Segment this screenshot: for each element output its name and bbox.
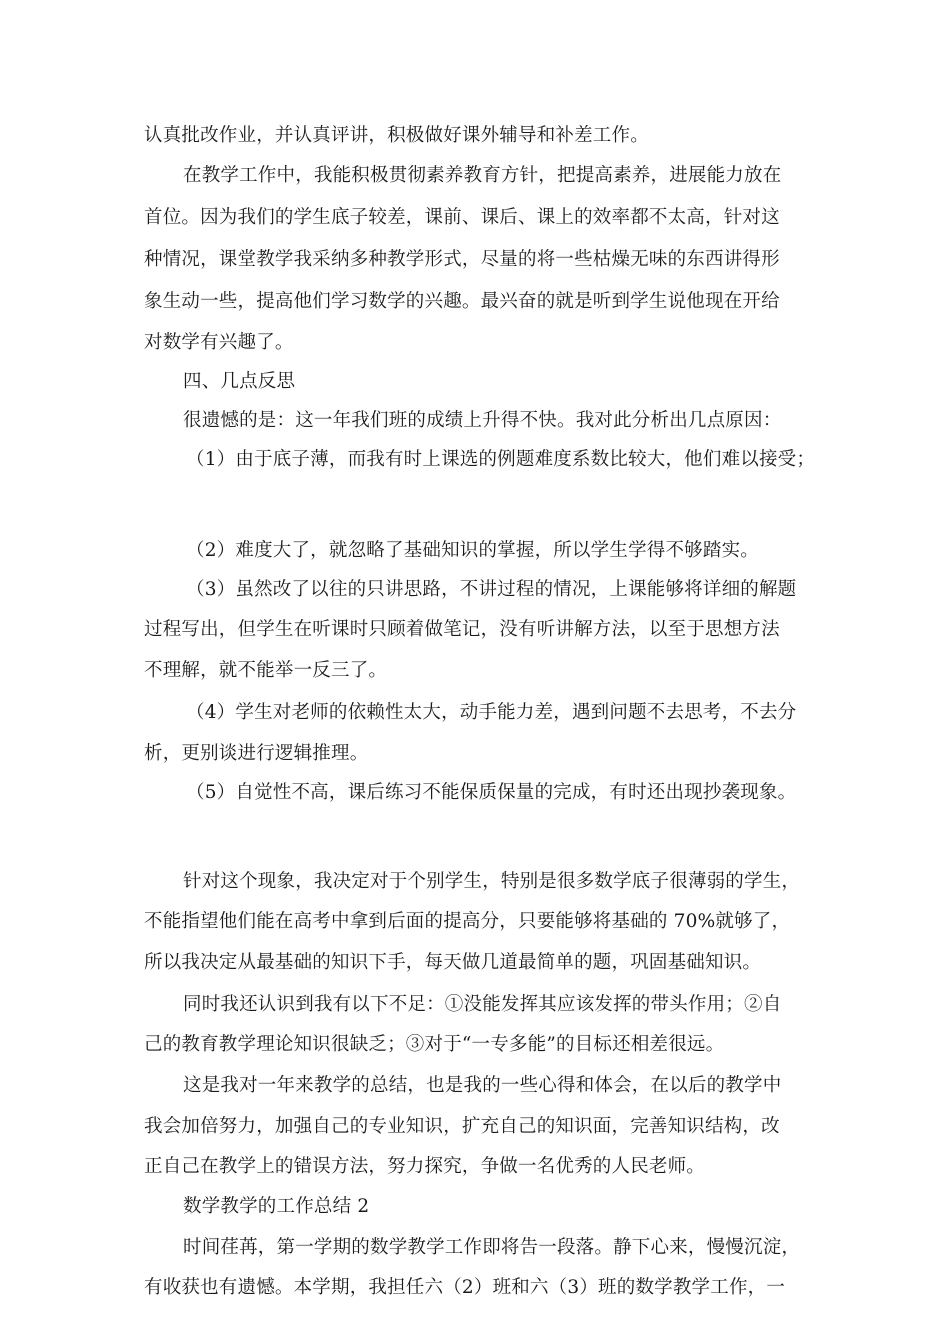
text-line: 己的教育教学理论知识很缺乏；③对于“一专多能”的目标还相差很远。 (144, 1034, 725, 1055)
text-line: 认真批改作业，并认真评讲，积极做好课外辅导和补差工作。 (144, 125, 649, 146)
section-heading: 数学教学的工作总结 2 (183, 1196, 370, 1217)
text-line: 种情况，课堂教学我采纳多种教学形式，尽量的将一些枯燥无味的东西讲得形 (144, 249, 780, 270)
list-item: （1）由于底子薄，而我有时上课选的例题难度系数比较大，他们难以接受； (186, 449, 816, 470)
text-line: 针对这个现象，我决定对于个别学生，特别是很多数学底子很薄弱的学生， (183, 871, 801, 892)
list-item: （4）学生对老师的依赖性太大，动手能力差，遇到问题不去思考，不去分 (186, 702, 797, 723)
text-line: 我会加倍努力，加强自己的专业知识，扩充自己的知识面，完善知识结构，改 (144, 1116, 780, 1137)
text-line: 有收获也有遗憾。本学期，我担任六（2）班和六（3）班的数学教学工作，一 (144, 1277, 786, 1298)
text-line: 过程写出，但学生在听课时只顾着做笔记，没有听讲解方法，以至于思想方法 (144, 619, 780, 640)
text-line: 象生动一些，提高他们学习数学的兴趣。最兴奋的就是听到学生说他现在开给 (144, 291, 780, 312)
text-line: 不能指望他们能在高考中拿到后面的提高分，只要能够将基础的 70%就够了， (144, 911, 791, 932)
text-line: 析，更别谈进行逻辑推理。 (144, 743, 369, 764)
section-heading: 四、几点反思 (183, 371, 296, 392)
list-item: （2）难度大了，就忽略了基础知识的掌握，所以学生学得不够踏实。 (186, 540, 759, 561)
text-line: 首位。因为我们的学生底子较差，课前、课后、课上的效率都不太高，针对这 (144, 207, 780, 228)
list-item: （5）自觉性不高，课后练习不能保质保量的完成，有时还出现抄袭现象。 (186, 782, 797, 803)
text-line: 同时我还认识到我有以下不足：①没能发挥其应该发挥的带头作用；②自 (183, 994, 782, 1015)
text-line: 对数学有兴趣了。 (144, 332, 294, 353)
text-line: 很遗憾的是：这一年我们班的成绩上升得不快。我对此分析出几点原因： (183, 410, 782, 431)
text-line: 不理解，就不能举一反三了。 (144, 660, 388, 681)
list-item: （3）虽然改了以往的只讲思路，不讲过程的情况，上课能够将详细的解题 (186, 579, 797, 600)
text-line: 在教学工作中，我能积极贯彻素养教育方针，把提高素养，进展能力放在 (183, 165, 782, 186)
text-line: 时间荏苒，第一学期的数学教学工作即将告一段落。静下心来，慢慢沉淀， (183, 1237, 801, 1258)
text-line: 这是我对一年来教学的总结，也是我的一些心得和体会，在以后的教学中 (183, 1075, 782, 1096)
text-line: 正自己在教学上的错误方法，努力探究，争做一名优秀的人民老师。 (144, 1156, 706, 1177)
text-line: 所以我决定从最基础的知识下手，每天做几道最简单的题，巩固基础知识。 (144, 952, 762, 973)
